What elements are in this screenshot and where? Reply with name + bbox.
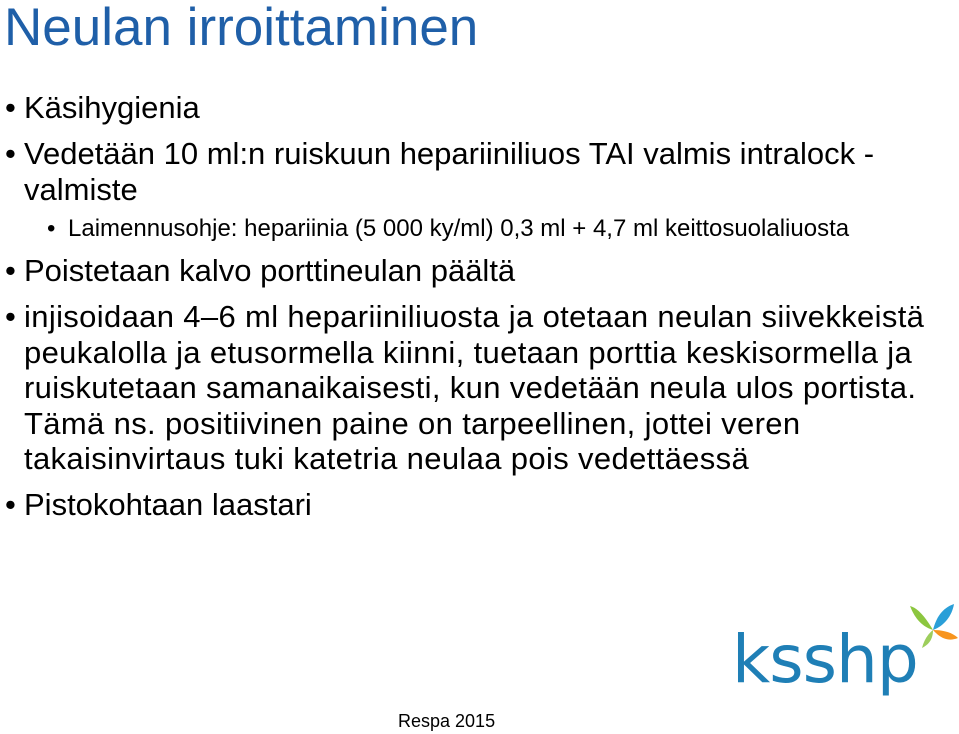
bullet-icon: • [5,299,17,334]
list-item [0,90,930,126]
bullet-icon: • [47,215,56,242]
list-item [0,253,930,289]
logo-text: ksshp [732,621,918,698]
list-item-text: Laimennusohje: hepariinia (5 000 ky/ml) 0,3 ml + 4,7 ml keittosuolaliuosta [68,215,850,242]
ksshp-logo [732,600,959,712]
list-item-text: Käsihygienia [24,90,200,125]
bullet-list [0,90,930,523]
butterfly-icon [906,600,959,654]
list-item-text: injisoidaan 4–6 ml hepariiniliuosta ja otetaan neulan siivekkeistä peukalolla ja etusormella kiinni, tuetaan porttia keskisormella ja ruiskutetaan samanaikaisesti, kun vedetään neula ulos portista. Tämä ns. positiivinen paine on tarpeellinen, jottei veren takaisinvirtaus tuki katetria neulaa pois vedettäessä [24,299,925,476]
footer-text: Respa 2015 [398,711,496,731]
bullet-icon: • [5,486,16,522]
list-item-text: Poistetaan kalvo porttineulan päältä [24,253,516,288]
list-item-text: Pistokohtaan laastari [24,486,312,522]
page-title: Neulan irroittaminen [4,0,479,57]
list-item-text: Vedetään 10 ml:n ruiskuun hepariiniliuos TAI valmis intralock - valmiste [24,136,875,207]
bullet-icon: • [5,253,16,288]
bullet-icon: • [5,90,16,125]
bullet-icon: • [5,136,16,171]
list-item [0,136,930,208]
list-item [0,299,930,477]
sub-list-item [0,214,930,243]
list-item [0,487,930,523]
